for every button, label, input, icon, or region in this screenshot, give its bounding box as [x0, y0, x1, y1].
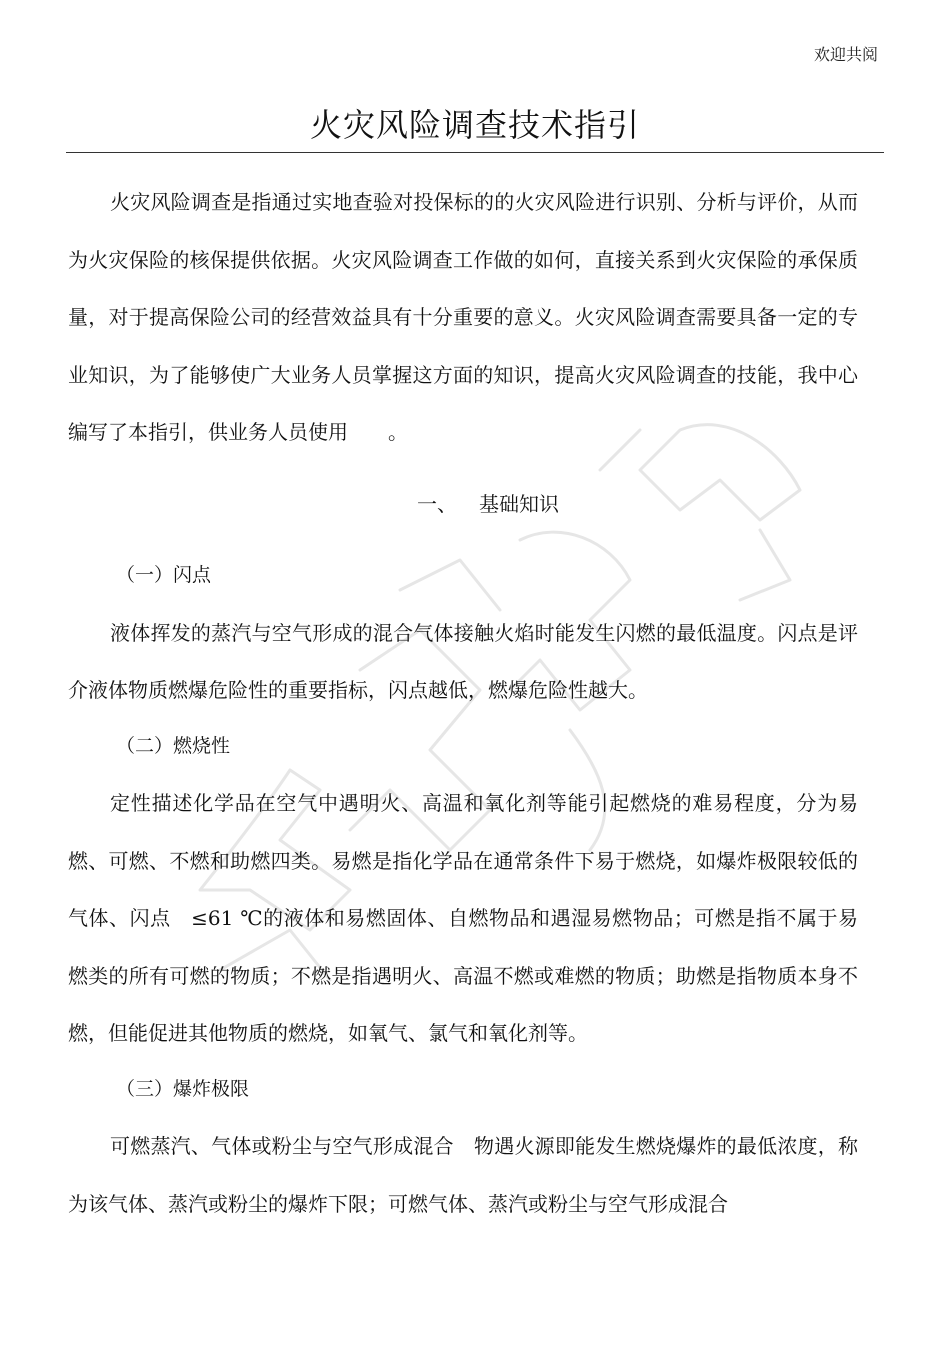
flash-point-paragraph: 液体挥发的蒸汽与空气形成的混合气体接触火焰时能发生闪燃的最低温度。闪点是评介液体物质燃爆危险性的重要指标，闪点越低，燃爆危险性越大。: [68, 620, 858, 702]
header-note: 欢迎共阅: [813, 45, 878, 64]
intro-paragraph: 火灾风险调查是指通过实地查验对投保标的的火灾风险进行识别、分析与评价，从而为火灾保险的核保提供依据。火灾风险调查工作做的如何，直接关系到火灾保险的承保质量，对于提高保险公司的经营效益具有十分重要的意义。火灾风险调查需要具备一定的专业知识，为了能够使广大业务人员掌握这方面的知识，提高火灾风险调查的技能，我中心编写了本指引，供业务人员使用 。: [68, 190, 858, 444]
document-title: 火灾风险调查技术指引: [309, 106, 640, 144]
title-divider: [66, 152, 884, 153]
flammability-paragraph: 定性描述化学品在空气中遇明火、高温和氧化剂等能引起燃烧的难易程度，分为易燃、可燃、不燃和助燃四类。易燃是指化学品在通常条件下易于燃烧，如爆炸极限较低的气体、闪点 ≤61 ℃的液体和易燃固体、自燃物品和遇湿易燃物品；可燃是指不属于易燃类的所有可燃的物质；不燃是指遇明火、高温不燃或难燃的物质；助燃是指物质本身不燃，但能促进其他物质的燃烧，如氧气、氯气和氧化剂等。: [68, 791, 858, 1045]
subsection-heading-flash-point: （一）闪点: [116, 564, 212, 586]
section-number: 一、: [417, 491, 457, 516]
section-heading: [68, 476, 858, 534]
subsection-heading-flammability: （二）燃烧性: [116, 734, 231, 757]
document-body: [68, 174, 858, 1233]
explosion-limit-paragraph: 可燃蒸汽、气体或粉尘与空气形成混合 物遇火源即能发生燃烧爆炸的最低浓度，称为该气体、蒸汽或粉尘的爆炸下限；可燃气体、蒸汽或粉尘与空气形成混合: [68, 1134, 858, 1216]
subsection-heading-explosion-limit: （三）爆炸极限: [116, 1077, 250, 1100]
section-title: 基础知识: [479, 491, 559, 516]
